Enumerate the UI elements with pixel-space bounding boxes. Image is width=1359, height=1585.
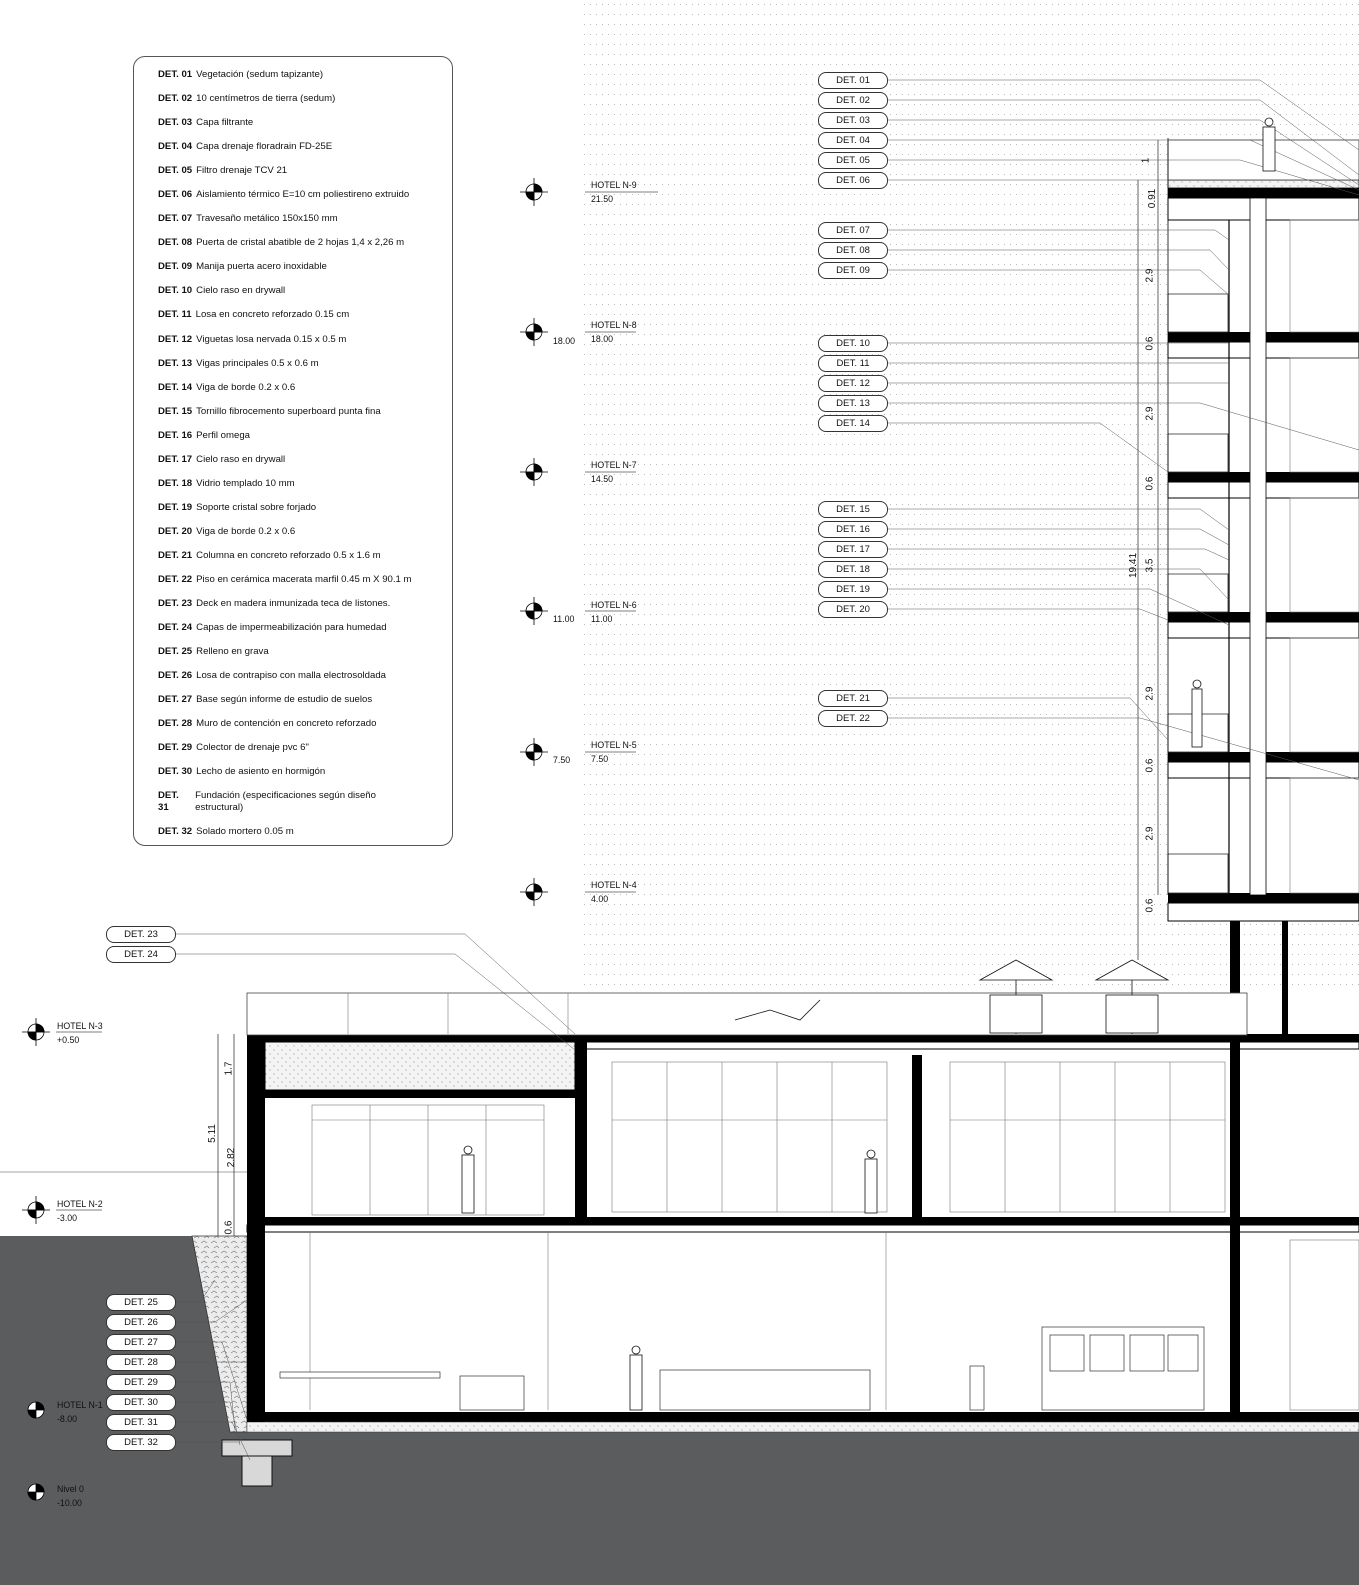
legend-text: Vidrio templado 10 mm bbox=[196, 477, 295, 489]
dimension-label: 2.9 bbox=[1144, 686, 1156, 701]
callout-pill: DET. 21 bbox=[818, 690, 888, 707]
callout-pill: DET. 12 bbox=[818, 375, 888, 392]
dimension-label: 2.9 bbox=[1144, 268, 1156, 283]
callout-pill: DET. 17 bbox=[818, 541, 888, 558]
callout-pill: DET. 29 bbox=[106, 1374, 176, 1391]
legend-item bbox=[158, 472, 452, 496]
legend-code: DET. 19 bbox=[158, 501, 193, 513]
dimension-label: 0.6 bbox=[1144, 476, 1156, 491]
legend-code: DET. 22 bbox=[158, 574, 193, 585]
legend-code: DET. 17 bbox=[158, 453, 193, 465]
callout-pill: DET. 06 bbox=[818, 172, 888, 189]
legend-item bbox=[158, 87, 452, 111]
legend-item bbox=[158, 736, 452, 760]
callout-pill: DET. 11 bbox=[818, 355, 888, 372]
callout-pill: DET. 01 bbox=[818, 72, 888, 89]
callout-pill: DET. 28 bbox=[106, 1354, 176, 1371]
callout-pill: DET. 14 bbox=[818, 415, 888, 432]
legend-text: Capa filtrante bbox=[196, 117, 254, 129]
dimension-label: 0.6 bbox=[1144, 758, 1156, 773]
level-value-left: 18.00 bbox=[553, 336, 576, 346]
legend-code: DET. 06 bbox=[158, 189, 193, 201]
legend-item bbox=[158, 616, 452, 640]
level-value: -8.00 bbox=[57, 1414, 78, 1424]
level-name: HOTEL N-1 bbox=[57, 1400, 103, 1410]
legend-item bbox=[158, 592, 452, 616]
legend-code: DET. 04 bbox=[158, 141, 193, 153]
callout-pill: DET. 16 bbox=[818, 521, 888, 538]
legend-item bbox=[158, 784, 420, 820]
level-value: -10.00 bbox=[57, 1498, 82, 1508]
callout-pill: DET. 23 bbox=[106, 926, 176, 943]
legend-text: Columna en concreto reforzado 0.5 x 1.6 m bbox=[196, 549, 381, 561]
callout-pill: DET. 03 bbox=[818, 112, 888, 129]
level-value: 14.50 bbox=[591, 474, 614, 484]
callout-pill: DET. 24 bbox=[106, 946, 176, 963]
legend-item bbox=[158, 63, 452, 87]
legend-text: Viga de borde 0.2 x 0.6 bbox=[196, 381, 296, 393]
legend-item bbox=[158, 159, 452, 183]
legend-code: DET. 05 bbox=[158, 165, 193, 177]
legend-text: Travesaño metálico 150x150 mm bbox=[196, 213, 338, 225]
level-value: 11.00 bbox=[591, 614, 613, 624]
callout-pill: DET. 19 bbox=[818, 581, 888, 598]
legend-code: DET. 03 bbox=[158, 117, 193, 129]
legend-code: DET. 24 bbox=[158, 622, 193, 634]
dimension-label: 0.6 bbox=[223, 1220, 235, 1235]
callout-pill: DET. 25 bbox=[106, 1294, 176, 1311]
legend-text: Perfil omega bbox=[196, 429, 250, 441]
legend-text: 10 centímetros de tierra (sedum) bbox=[196, 93, 336, 105]
callout-pill: DET. 07 bbox=[818, 222, 888, 239]
legend-item bbox=[158, 183, 452, 207]
level-name: HOTEL N-7 bbox=[591, 460, 637, 470]
legend-item bbox=[158, 352, 452, 376]
legend-code: DET. 28 bbox=[158, 718, 193, 730]
legend-code: DET. 09 bbox=[158, 261, 193, 273]
legend-item bbox=[158, 520, 452, 544]
level-value: 7.50 bbox=[591, 754, 609, 764]
callout-pill: DET. 10 bbox=[818, 335, 888, 352]
legend-code: DET. 08 bbox=[158, 237, 193, 249]
callout-pill: DET. 27 bbox=[106, 1334, 176, 1351]
callout-pill: DET. 26 bbox=[106, 1314, 176, 1331]
dimension-total-label: 19.41 bbox=[1128, 552, 1140, 579]
legend-code: DET. 13 bbox=[158, 357, 193, 369]
legend-text: Manija puerta acero inoxidable bbox=[196, 261, 327, 273]
legend-text: Losa de contrapiso con malla electrosoldada bbox=[196, 670, 387, 682]
level-value-left: 7.50 bbox=[553, 755, 571, 765]
level-name: HOTEL N-9 bbox=[591, 180, 637, 190]
legend-text: Cielo raso en drywall bbox=[196, 285, 286, 297]
callout-pill: DET. 02 bbox=[818, 92, 888, 109]
legend-code: DET. 07 bbox=[158, 213, 193, 225]
dimension-label: 0.91 bbox=[1147, 188, 1159, 209]
legend-text: Colector de drenaje pvc 6" bbox=[196, 742, 309, 754]
level-name: Nivel 0 bbox=[57, 1484, 84, 1494]
legend-code: DET. 16 bbox=[158, 429, 193, 441]
legend-text: Viga de borde 0.2 x 0.6 bbox=[196, 525, 296, 537]
legend-item bbox=[158, 376, 452, 400]
dimension-label: 2.82 bbox=[226, 1147, 238, 1168]
legend-item bbox=[158, 568, 452, 592]
legend-code: DET. 02 bbox=[158, 93, 193, 105]
callout-pill: DET. 20 bbox=[818, 601, 888, 618]
legend-code: DET. 26 bbox=[158, 670, 193, 682]
legend-text: Fundación (especificaciones según diseño estructural) bbox=[195, 790, 376, 814]
legend-text: Vegetación (sedum tapizante) bbox=[196, 69, 324, 81]
legend-text: Tornillo fibrocemento superboard punta fina bbox=[196, 405, 381, 417]
legend-item bbox=[158, 760, 452, 784]
callout-pill: DET. 13 bbox=[818, 395, 888, 412]
legend-code: DET. 27 bbox=[158, 694, 193, 706]
legend-code: DET. 23 bbox=[158, 598, 193, 610]
legend-item bbox=[158, 135, 452, 159]
dimension-total-label: 5.11 bbox=[206, 1124, 218, 1143]
level-value: +0.50 bbox=[57, 1035, 80, 1045]
legend-text: Soporte cristal sobre forjado bbox=[196, 501, 317, 513]
dimension-label: 2.9 bbox=[1144, 826, 1156, 841]
level-name: HOTEL N-2 bbox=[57, 1199, 103, 1209]
level-value: -3.00 bbox=[57, 1213, 78, 1223]
callout-pill: DET. 32 bbox=[106, 1434, 176, 1451]
legend-code: DET. 11 bbox=[158, 309, 192, 321]
legend-code: DET. 20 bbox=[158, 525, 193, 537]
legend-code: DET. 32 bbox=[158, 826, 193, 838]
callout-pill: DET. 08 bbox=[818, 242, 888, 259]
legend-item bbox=[158, 664, 452, 688]
legend-item bbox=[158, 279, 452, 303]
legend-text: Deck en madera inmunizada teca de listones. bbox=[196, 598, 391, 610]
legend-text: Relleno en grava bbox=[196, 646, 269, 658]
dimension-label: 3.5 bbox=[1144, 558, 1156, 573]
legend-text: Muro de contención en concreto reforzado bbox=[196, 718, 377, 730]
level-name: HOTEL N-6 bbox=[591, 600, 637, 610]
legend-item bbox=[158, 303, 452, 327]
legend-item bbox=[158, 712, 452, 736]
dimension-label: 2.9 bbox=[1144, 406, 1156, 421]
legend-text: Cielo raso en drywall bbox=[196, 453, 286, 465]
level-value: 18.00 bbox=[591, 334, 614, 344]
legend-text: Capa drenaje floradrain FD-25E bbox=[196, 141, 333, 153]
level-name: HOTEL N-8 bbox=[591, 320, 637, 330]
legend-text: Puerta de cristal abatible de 2 hojas 1,4 x 2,26 m bbox=[196, 237, 405, 249]
callout-pill: DET. 18 bbox=[818, 561, 888, 578]
level-name: HOTEL N-5 bbox=[591, 740, 637, 750]
callout-pill: DET. 09 bbox=[818, 262, 888, 279]
legend-code: DET. 15 bbox=[158, 405, 193, 417]
legend-code: DET. 29 bbox=[158, 742, 193, 754]
legend-text: Vigas principales 0.5 x 0.6 m bbox=[196, 357, 319, 369]
dimension-label: 1.7 bbox=[223, 1061, 235, 1076]
level-value-left: 11.00 bbox=[553, 614, 575, 624]
legend-item bbox=[158, 688, 452, 712]
level-value: 4.00 bbox=[591, 894, 609, 904]
callout-pill: DET. 04 bbox=[818, 132, 888, 149]
legend-item bbox=[158, 640, 452, 664]
legend-item bbox=[158, 255, 452, 279]
callout-pill: DET. 31 bbox=[106, 1414, 176, 1431]
legend-code: DET. 18 bbox=[158, 477, 193, 489]
level-value: 21.50 bbox=[591, 194, 614, 204]
legend-code: DET. 14 bbox=[158, 381, 193, 393]
legend-code: DET. 30 bbox=[158, 766, 193, 778]
legend-text: Aislamiento térmico E=10 cm poliestireno extruido bbox=[196, 189, 410, 201]
callout-pill: DET. 15 bbox=[818, 501, 888, 518]
legend-item bbox=[158, 207, 452, 231]
details-legend bbox=[133, 56, 453, 846]
legend-item bbox=[158, 111, 452, 135]
legend-item bbox=[158, 424, 452, 448]
legend-text: Filtro drenaje TCV 21 bbox=[196, 165, 288, 177]
legend-code: DET. 01 bbox=[158, 69, 193, 81]
legend-text: Solado mortero 0.05 m bbox=[196, 826, 294, 838]
callout-pill: DET. 05 bbox=[818, 152, 888, 169]
dimension-label: 0.6 bbox=[1144, 336, 1156, 351]
legend-item bbox=[158, 544, 452, 568]
legend-code: DET. 31 bbox=[158, 790, 179, 814]
legend-code: DET. 10 bbox=[158, 285, 193, 297]
legend-item bbox=[158, 496, 452, 520]
legend-text: Viguetas losa nervada 0.15 x 0.5 m bbox=[196, 333, 347, 345]
level-name: HOTEL N-4 bbox=[591, 880, 637, 890]
dimension-label: 0.6 bbox=[1144, 898, 1156, 913]
legend-text: Base según informe de estudio de suelos bbox=[196, 694, 373, 706]
legend-text: Capas de impermeabilización para humedad bbox=[196, 622, 387, 634]
callout-pill: DET. 22 bbox=[818, 710, 888, 727]
legend-code: DET. 21 bbox=[158, 549, 193, 561]
legend-item bbox=[158, 231, 452, 255]
legend-item bbox=[158, 328, 452, 352]
dimension-label: 1 bbox=[1140, 157, 1152, 164]
legend-item bbox=[158, 400, 452, 424]
legend-code: DET. 25 bbox=[158, 646, 193, 658]
legend-text: Lecho de asiento en hormigón bbox=[196, 766, 326, 778]
legend-item bbox=[158, 448, 452, 472]
legend-code: DET. 12 bbox=[158, 333, 193, 345]
level-name: HOTEL N-3 bbox=[57, 1021, 103, 1031]
legend-text: Piso en cerámica macerata marfil 0.45 m X 90.1 m bbox=[196, 574, 412, 585]
legend-item bbox=[158, 820, 452, 844]
callout-pill: DET. 30 bbox=[106, 1394, 176, 1411]
legend-text: Losa en concreto reforzado 0.15 cm bbox=[195, 309, 350, 321]
